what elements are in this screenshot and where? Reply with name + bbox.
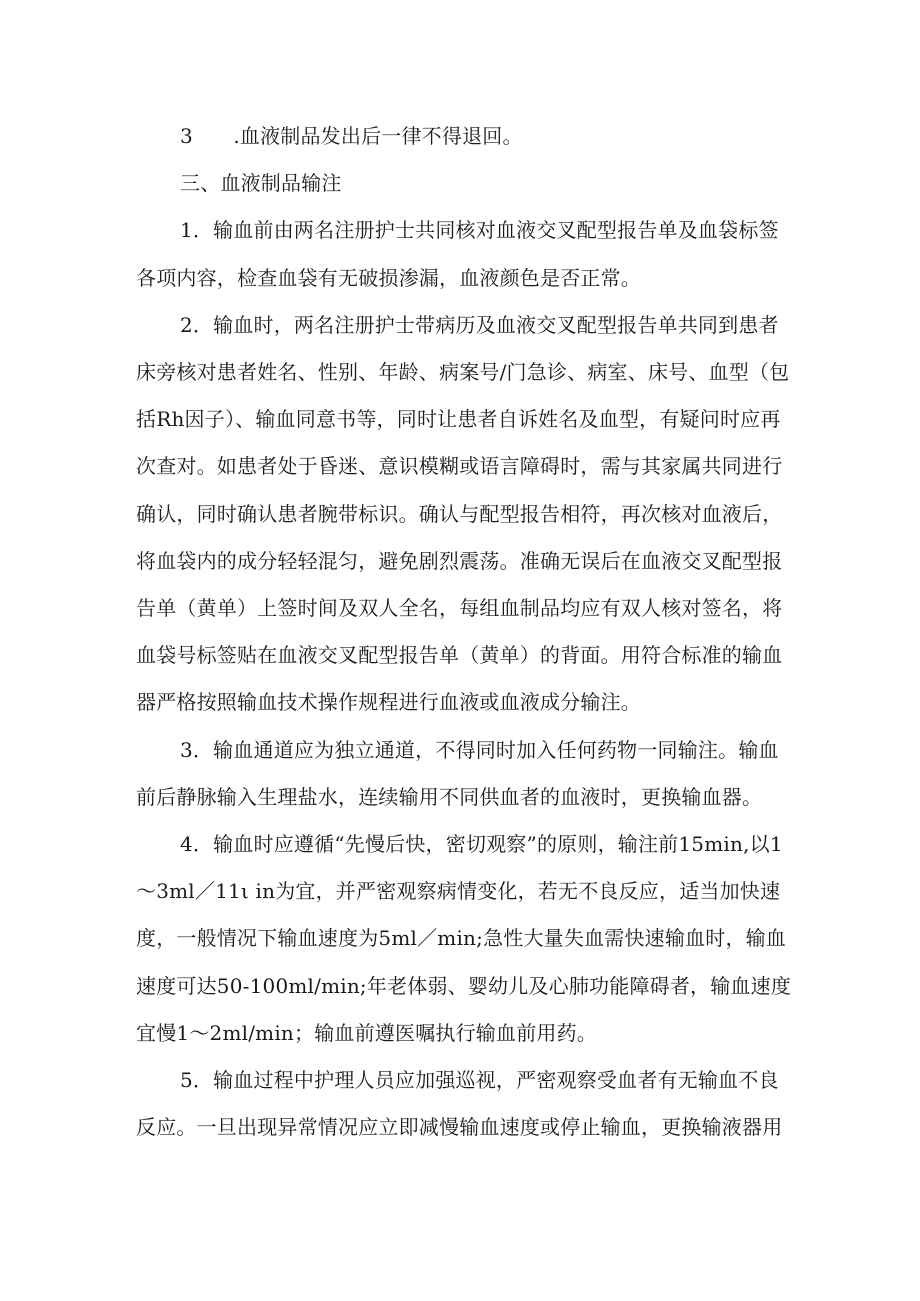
text-line: 宜慢1～2ml/min；输血前遵医嘱执行输血前用药。 — [136, 1020, 597, 1045]
text-line: 括Rh因子）、输血同意书等，同时让患者自诉姓名及血型，有疑问时应再 — [136, 407, 781, 432]
text-line: 血袋号标签贴在血液交叉配型报告单（黄单）的背面。用符合标准的输血 — [136, 643, 783, 668]
text-line: 次查对。如患者处于昏迷、意识模糊或语言障碍时，需与其家属共同进行 — [136, 454, 783, 479]
text-line: 器严格按照输血技术操作规程进行血液或血液成分输注。 — [136, 690, 641, 715]
text-line: ～3ml／11ι in为宜，并严密观察病情变化，若无不良反应，适当加快速 — [136, 879, 781, 904]
text-line: 各项内容，检查血袋有无破损渗漏，血液颜色是否正常。 — [136, 265, 641, 290]
paragraph-2-bedside-check — [136, 302, 790, 727]
paragraph-4-infusion-speed — [136, 821, 792, 1057]
paragraph-1-pre-check — [136, 207, 786, 301]
text-line: 将血袋内的成分轻轻混匀，避免剧烈震荡。准确无误后在血液交叉配型报 — [136, 548, 783, 573]
section-heading-transfusion — [136, 160, 786, 207]
section-heading: 三、血液制品输注 — [180, 171, 342, 196]
text-line: 确认，同时确认患者腕带标识。确认与配型报告相符，再次核对血液后， — [136, 501, 783, 526]
text-line: 度，一般情况下输血速度为5ml／min;急性大量失血需快速输血时，输血 — [136, 926, 787, 951]
text-line: 4．输血时应遵循“先慢后快，密切观察”的原则，输注前15min,以1 — [180, 832, 783, 857]
text-line: 反应。一旦出现异常情况应立即减慢输血速度或停止输血，更换输液器用 — [136, 1115, 783, 1140]
paragraph-3-independent-channel — [136, 727, 786, 821]
document-body — [136, 113, 792, 1151]
text-line: 5．输血过程中护理人员应加强巡视，严密观察受血者有无输血不良 — [180, 1068, 779, 1093]
paragraph-5-monitoring — [136, 1057, 786, 1151]
text-line: 3 .血液制品发出后一律不得退回。 — [180, 124, 523, 148]
text-line: 告单（黄单）上签时间及双人全名，每组血制品均应有双人核对签名，将 — [136, 596, 783, 621]
paragraph-3-no-return — [136, 113, 786, 160]
text-line: 速度可达50-100ml/min;年老体弱、婴幼儿及心肺功能障碍者，输血速度 — [136, 973, 792, 998]
text-line: 3．输血通道应为独立通道，不得同时加入任何药物一同输注。输血 — [180, 737, 779, 762]
text-line: 1．输血前由两名注册护士共同核对血液交叉配型报告单及血袋标签 — [180, 218, 779, 243]
text-line: 床旁核对患者姓名、性别、年龄、病案号/门急诊、病室、床号、血型（包 — [136, 360, 790, 385]
text-line: 前后静脉输入生理盐水，连续输用不同供血者的血液时，更换输血器。 — [136, 784, 763, 809]
text-line: 2．输血时，两名注册护士带病历及血液交叉配型报告单共同到患者 — [180, 312, 779, 337]
